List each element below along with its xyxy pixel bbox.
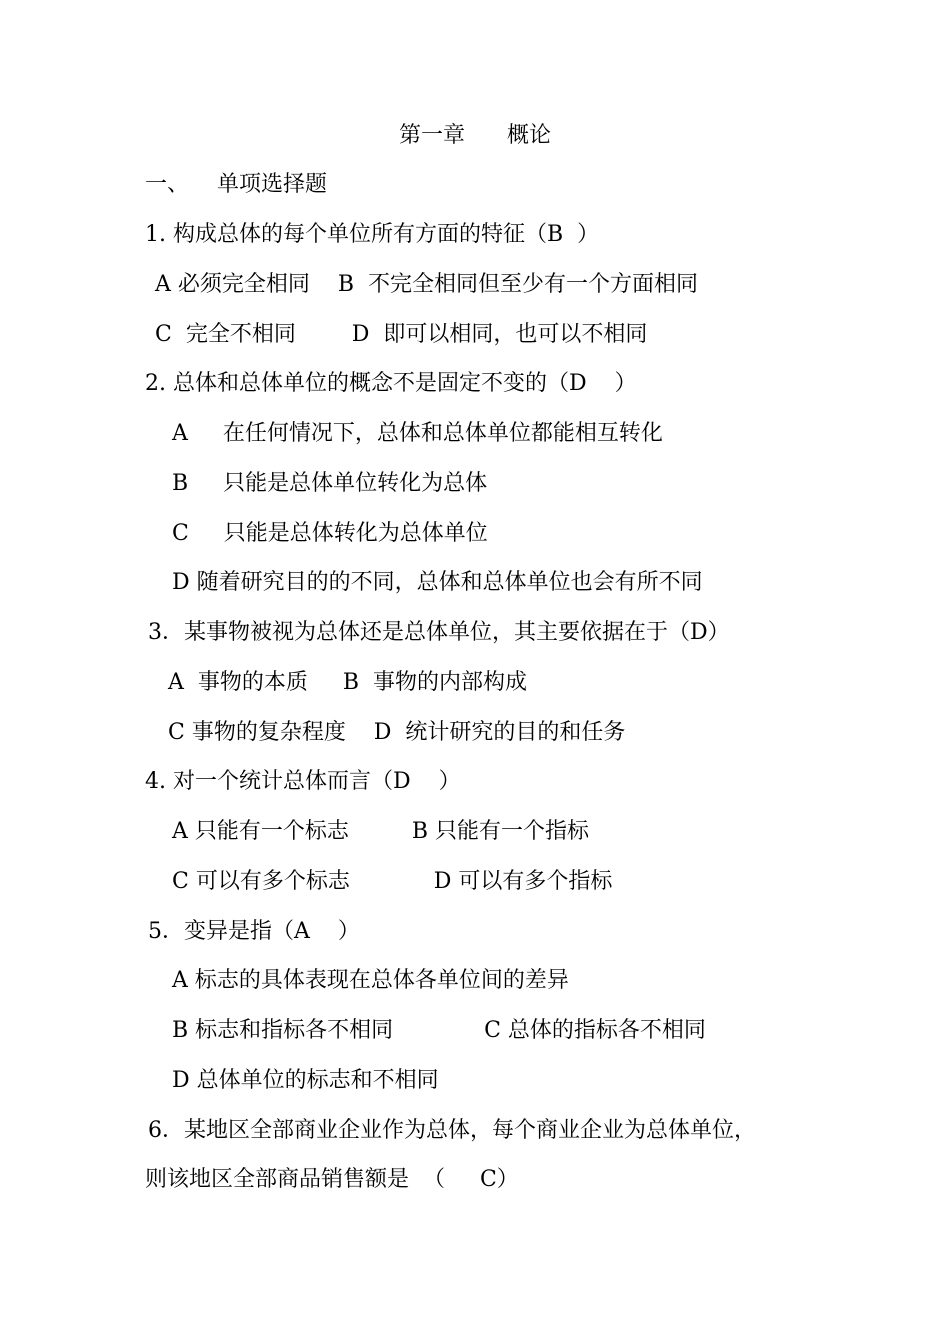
question-2-option-d: D 随着研究目的的不同，总体和总体单位也会有所不同 (172, 570, 703, 595)
section-heading: 一、 单项选择题 (145, 172, 327, 197)
question-5-options-bc: B 标志和指标各不相同 C 总体的指标各不相同 (172, 1018, 706, 1043)
question-5-option-d: D 总体单位的标志和不相同 (172, 1068, 439, 1093)
question-2-option-a: A 在任何情况下，总体和总体单位都能相互转化 (172, 421, 663, 446)
question-1-options-cd: C 完全不相同 D 即可以相同，也可以不相同 (155, 322, 648, 347)
question-2: 2. 总体和总体单位的概念不是固定不变的（D ） (145, 371, 637, 396)
question-2-option-b: B 只能是总体单位转化为总体 (172, 471, 488, 496)
question-1: 1. 构成总体的每个单位所有方面的特征（B ） (145, 222, 600, 247)
question-1-options-ab: A 必须完全相同 B 不完全相同但至少有一个方面相同 (155, 272, 699, 297)
question-5: 5．变异是指（A ） (148, 919, 360, 944)
question-4: 4. 对一个统计总体而言（D ） (145, 769, 461, 794)
question-3: 3．某事物被视为总体还是总体单位，其主要依据在于（D） (148, 620, 730, 645)
question-4-options-ab: A 只能有一个标志 B 只能有一个指标 (172, 819, 589, 844)
question-4-options-cd: C 可以有多个标志 D 可以有多个指标 (172, 869, 613, 894)
chapter-title: 第一章 概论 (399, 123, 551, 148)
question-6: 6．某地区全部商业企业作为总体，每个商业企业为总体单位， (148, 1118, 756, 1143)
question-2-option-c: C 只能是总体转化为总体单位 (172, 521, 488, 546)
question-5-option-a: A 标志的具体表现在总体各单位间的差异 (172, 968, 569, 993)
question-6-continued: 则该地区全部商品销售额是 （ C） (145, 1167, 519, 1192)
question-3-options-ab: A 事物的本质 B 事物的内部构成 (168, 670, 527, 695)
question-3-options-cd: C 事物的复杂程度 D 统计研究的目的和任务 (168, 720, 626, 745)
